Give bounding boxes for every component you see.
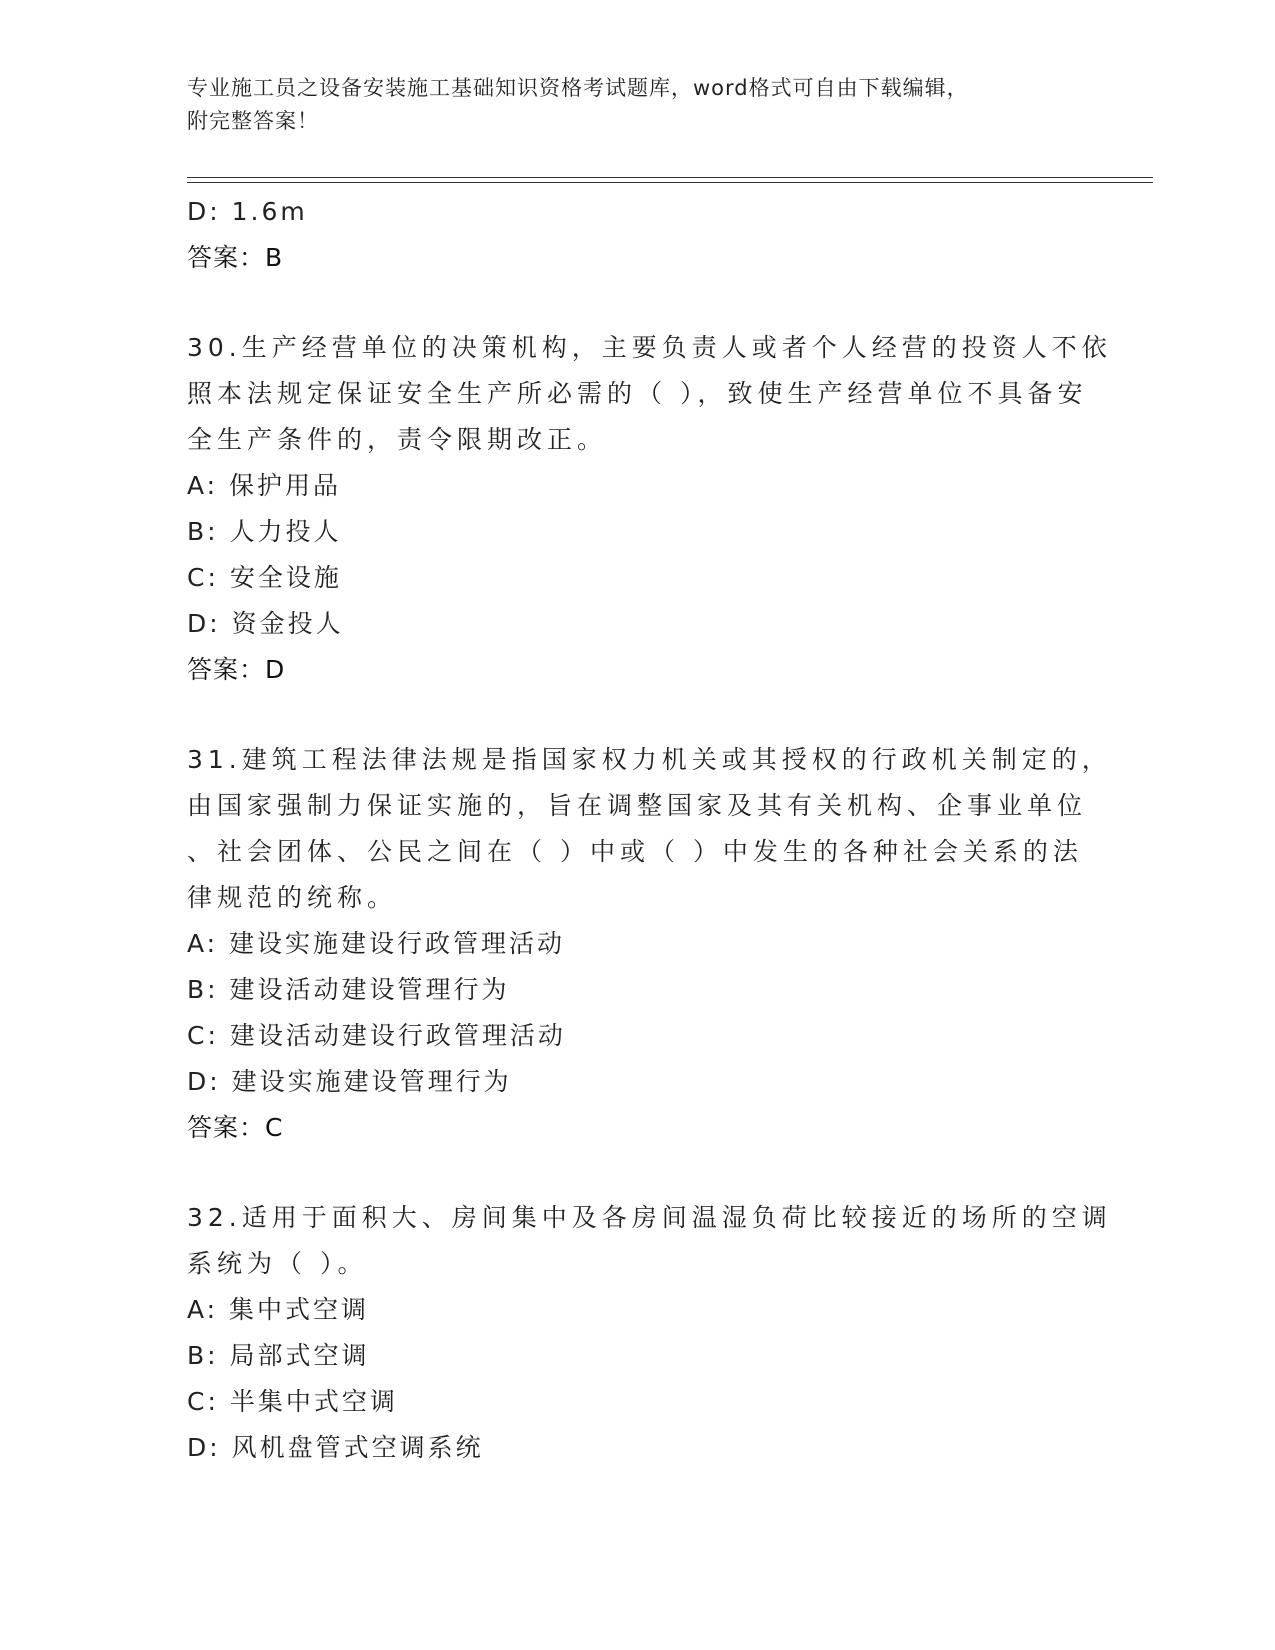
document-body — [187, 189, 1112, 1471]
option-c: C: 安全设施 — [187, 563, 342, 592]
option-b: B: 局部式空调 — [187, 1341, 370, 1370]
header-divider-top — [187, 177, 1153, 178]
option-a: A: 集中式空调 — [187, 1295, 370, 1324]
question-stem — [187, 325, 1112, 463]
stem-line: 由国家强制力保证实施的，旨在调整国家及其有关机构、企事业单位 — [187, 791, 1088, 820]
header-divider-bottom — [187, 182, 1153, 183]
header-line-1: 专业施工员之设备安装施工基础知识资格考试题库，word格式可自由下载编辑， — [187, 76, 969, 100]
header-line-2: 附完整答案！ — [187, 109, 319, 133]
option-b: B: 建设活动建设管理行为 — [187, 975, 510, 1004]
spacer — [187, 693, 1087, 737]
stem-line: 30.生产经营单位的决策机构，主要负责人或者个人经营的投资人不依 — [187, 333, 1112, 362]
answer-line: 答案：B — [187, 243, 284, 272]
question-32 — [187, 1195, 1112, 1471]
stem-line: 律规范的统称。 — [187, 883, 398, 912]
stem-line: 32.适用于面积大、房间集中及各房间温湿负荷比较接近的场所的空调 — [187, 1203, 1112, 1232]
option-c: C: 建设活动建设行政管理活动 — [187, 1021, 566, 1050]
option-d: D: 建设实施建设管理行为 — [187, 1067, 512, 1096]
option-d: D: 资金投人 — [187, 609, 344, 638]
stem-line: 全生产条件的，责令限期改正。 — [187, 425, 608, 454]
question-30 — [187, 325, 1112, 693]
prev-question-tail — [187, 189, 1087, 281]
question-stem — [187, 737, 1112, 921]
option-d: D: 风机盘管式空调系统 — [187, 1433, 484, 1462]
question-31 — [187, 737, 1112, 1151]
stem-line: 31.建筑工程法律法规是指国家权力机关或其授权的行政机关制定的， — [187, 745, 1112, 774]
option-d: D: 1.6m — [187, 197, 308, 226]
stem-line: 照本法规定保证安全生产所必需的（ ），致使生产经营单位不具备安 — [187, 379, 1088, 408]
question-stem — [187, 1195, 1112, 1287]
option-c: C: 半集中式空调 — [187, 1387, 398, 1416]
answer-line: 答案：C — [187, 1113, 284, 1142]
option-a: A: 建设实施建设行政管理活动 — [187, 929, 566, 958]
stem-line: 系统为（ ）。 — [187, 1249, 368, 1278]
option-a: A: 保护用品 — [187, 471, 342, 500]
document-header — [187, 72, 1067, 138]
stem-line: 、社会团体、公民之间在（ ）中或（ ）中发生的各种社会关系的法 — [187, 837, 1083, 866]
answer-line: 答案：D — [187, 655, 286, 684]
spacer — [187, 281, 1087, 325]
option-b: B: 人力投人 — [187, 517, 342, 546]
spacer — [187, 1151, 1087, 1195]
